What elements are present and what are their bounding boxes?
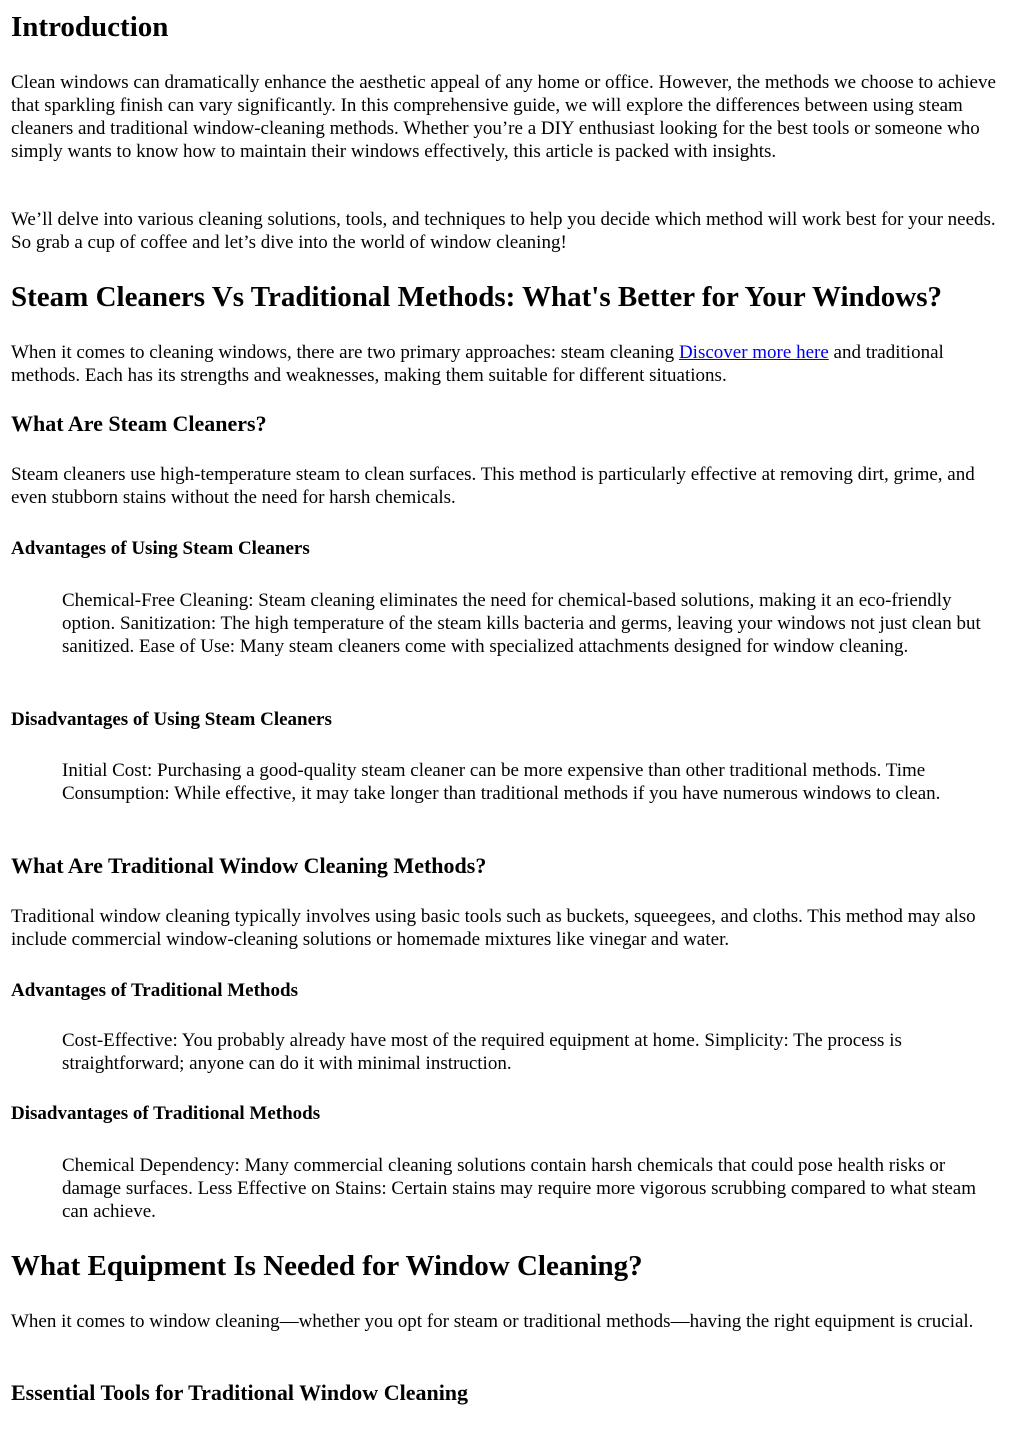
intro-heading: Introduction: [11, 11, 169, 43]
steam-paragraph: Steam cleaners use high-temperature steam to clean surfaces. This method is particularly effective at removing dirt, grime, and even stubborn stains without the need for harsh chemicals.: [11, 464, 975, 508]
comparison-heading: Steam Cleaners Vs Traditional Methods: What's Better for Your Windows?: [11, 281, 943, 313]
equipment-heading: What Equipment Is Needed for Window Cleaning?: [11, 1250, 643, 1282]
traditional-tools-heading: Essential Tools for Traditional Window Cleaning: [11, 1380, 469, 1405]
comparison-text-after: and traditional methods. Each has its strengths and weaknesses, making them suitable for different situations.: [11, 342, 944, 386]
traditional-advantages-text: Cost-Effective: You probably already have most of the required equipment at home. Simplicity: The process is straightforward; anyone can do it with minimal instruction.: [62, 1030, 902, 1074]
intro-paragraph-2: We’ll delve into various cleaning solutions, tools, and techniques to help you decide which method will work best for your needs. So grab a cup of coffee and let’s dive into the world of window cleaning!: [11, 209, 996, 253]
steam-advantages-heading: Advantages of Using Steam Cleaners: [11, 538, 310, 559]
intro-paragraph-1: Clean windows can dramatically enhance the aesthetic appeal of any home or office. However, the methods we choose to achieve that sparkling finish can vary significantly. In this comprehensive guide, we will explore the differences between using steam cleaners and traditional window-cleaning methods. Whether you’re a DIY enthusiast looking for the best tools or someone who simply wants to know how to maintain their windows effectively, this article is packed with insights.: [11, 72, 996, 162]
steam-advantages-text: Chemical-Free Cleaning: Steam cleaning eliminates the need for chemical-based solutions, making it an eco-friendly option. Sanitization: The high temperature of the steam kills bacteria and germs, leaving your windows not just clean but sanitized. Ease of Use: Many steam cleaners come with specialized attachments designed for window cleaning.: [62, 590, 981, 657]
comparison-text-before: When it comes to cleaning windows, there are two primary approaches: steam cleaning: [11, 342, 679, 363]
traditional-paragraph: Traditional window cleaning typically involves using basic tools such as buckets, squeegees, and cloths. This method may also include commercial window-cleaning solutions or homemade mixtures like vinegar and water.: [11, 906, 976, 950]
traditional-disadvantages-heading: Disadvantages of Traditional Methods: [11, 1103, 321, 1124]
traditional-advantages-heading: Advantages of Traditional Methods: [11, 980, 298, 1001]
comparison-paragraph: [11, 341, 1015, 387]
steam-heading: What Are Steam Cleaners?: [11, 411, 267, 436]
equipment-paragraph: When it comes to window cleaning—whether you opt for steam or traditional methods—having the right equipment is crucial.: [11, 1311, 974, 1332]
discover-more-link[interactable]: Discover more here: [678, 342, 829, 363]
steam-disadvantages-text: Initial Cost: Purchasing a good-quality steam cleaner can be more expensive than other traditional methods. Time Consumption: While effective, it may take longer than traditional methods if you have numerous windows to clean.: [62, 760, 941, 804]
steam-disadvantages-heading: Disadvantages of Using Steam Cleaners: [11, 709, 332, 730]
traditional-heading: What Are Traditional Window Cleaning Methods?: [11, 853, 487, 878]
traditional-disadvantages-text: Chemical Dependency: Many commercial cleaning solutions contain harsh chemicals that could pose health risks or damage surfaces. Less Effective on Stains: Certain stains may require more vigorous scrubbing compared to what steam can achieve.: [62, 1155, 977, 1222]
